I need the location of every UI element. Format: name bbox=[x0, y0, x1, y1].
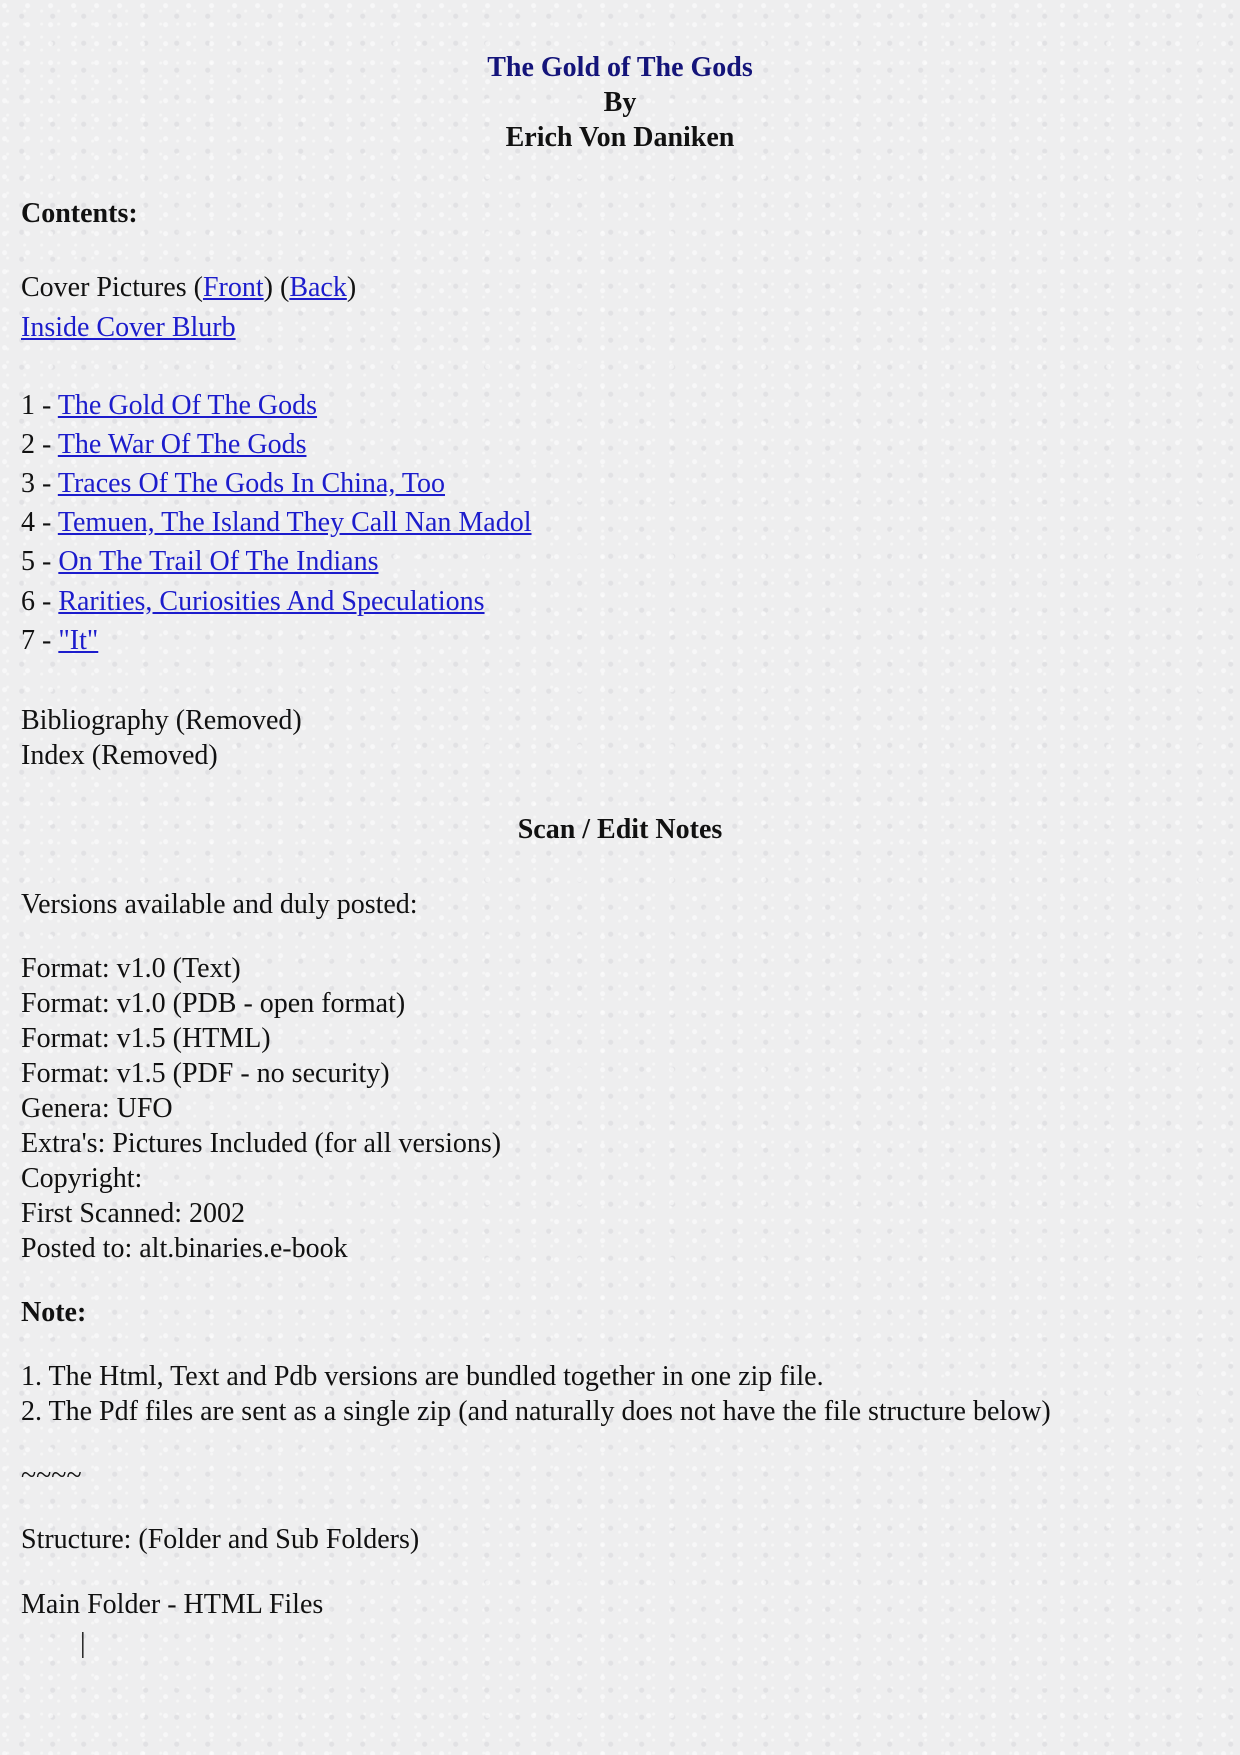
inside-cover-blurb-link[interactable]: Inside Cover Blurb bbox=[21, 312, 236, 343]
title-block bbox=[21, 50, 1219, 155]
detail-line: Format: v1.5 (HTML) bbox=[21, 1023, 271, 1054]
bibliography-line: Bibliography (Removed) bbox=[21, 705, 302, 736]
chapter-link-2[interactable]: The War Of The Gods bbox=[57, 429, 307, 460]
chapter-item bbox=[21, 584, 485, 619]
blurb-line bbox=[21, 310, 236, 345]
chapter-number: 7 - bbox=[21, 625, 59, 656]
scan-notes-heading: Scan / Edit Notes bbox=[517, 814, 723, 845]
separator-tildes: ~~~~ bbox=[21, 1460, 82, 1491]
versions-intro: Versions available and duly posted: bbox=[21, 889, 418, 920]
note-item: 1. The Html, Text and Pdb versions are bundled together in one zip file. bbox=[21, 1361, 824, 1392]
chapter-number: 4 - bbox=[21, 507, 58, 538]
main-folder-line: Main Folder - HTML Files bbox=[21, 1589, 324, 1620]
cover-pictures-label: Cover Pictures ( bbox=[21, 272, 203, 303]
chapter-item bbox=[21, 544, 379, 579]
by-line: By bbox=[603, 87, 637, 118]
detail-line: Format: v1.5 (PDF - no security) bbox=[21, 1058, 390, 1089]
chapter-link-3[interactable]: Traces Of The Gods In China, Too bbox=[57, 468, 445, 499]
book-title: The Gold of The Gods bbox=[487, 52, 753, 83]
detail-line: Extra's: Pictures Included (for all versions) bbox=[21, 1128, 502, 1159]
chapter-item bbox=[21, 427, 306, 462]
author-name: Erich Von Daniken bbox=[505, 122, 735, 153]
note-heading: Note: bbox=[21, 1297, 87, 1328]
chapter-link-6[interactable]: Rarities, Curiosities And Speculations bbox=[58, 586, 485, 617]
back-cover-link[interactable]: Back bbox=[289, 272, 347, 303]
chapter-item bbox=[21, 466, 445, 501]
detail-line: Copyright: bbox=[21, 1163, 143, 1194]
chapter-number: 6 - bbox=[21, 586, 59, 617]
detail-line: Posted to: alt.binaries.e-book bbox=[21, 1233, 348, 1264]
chapter-link-1[interactable]: The Gold Of The Gods bbox=[57, 390, 318, 421]
detail-line: Format: v1.0 (PDB - open format) bbox=[21, 988, 406, 1019]
note-item: 2. The Pdf files are sent as a single zip (and naturally does not have the file structure below) bbox=[21, 1396, 1051, 1427]
chapter-link-7[interactable]: "It" bbox=[58, 625, 99, 656]
tree-pipe: | bbox=[80, 1628, 86, 1659]
detail-line: Genera: UFO bbox=[21, 1093, 173, 1124]
chapter-number: 1 - bbox=[21, 390, 58, 421]
cover-close-paren: ) bbox=[346, 272, 357, 303]
chapter-number: 2 - bbox=[21, 429, 58, 460]
chapter-link-4[interactable]: Temuen, The Island They Call Nan Madol bbox=[57, 507, 532, 538]
chapter-link-5[interactable]: On The Trail Of The Indians bbox=[58, 546, 379, 577]
chapter-item bbox=[21, 505, 532, 540]
chapter-number: 5 - bbox=[21, 546, 59, 577]
front-cover-link[interactable]: Front bbox=[202, 272, 264, 303]
chapter-number: 3 - bbox=[21, 468, 58, 499]
contents-heading: Contents: bbox=[21, 198, 138, 229]
index-line: Index (Removed) bbox=[21, 740, 218, 771]
cover-separator: ) ( bbox=[263, 272, 290, 303]
structure-line: Structure: (Folder and Sub Folders) bbox=[21, 1524, 420, 1555]
detail-line: First Scanned: 2002 bbox=[21, 1198, 245, 1229]
chapter-item bbox=[21, 388, 317, 423]
chapter-item bbox=[21, 623, 98, 658]
detail-line: Format: v1.0 (Text) bbox=[21, 953, 241, 984]
cover-pictures-line bbox=[21, 270, 356, 305]
